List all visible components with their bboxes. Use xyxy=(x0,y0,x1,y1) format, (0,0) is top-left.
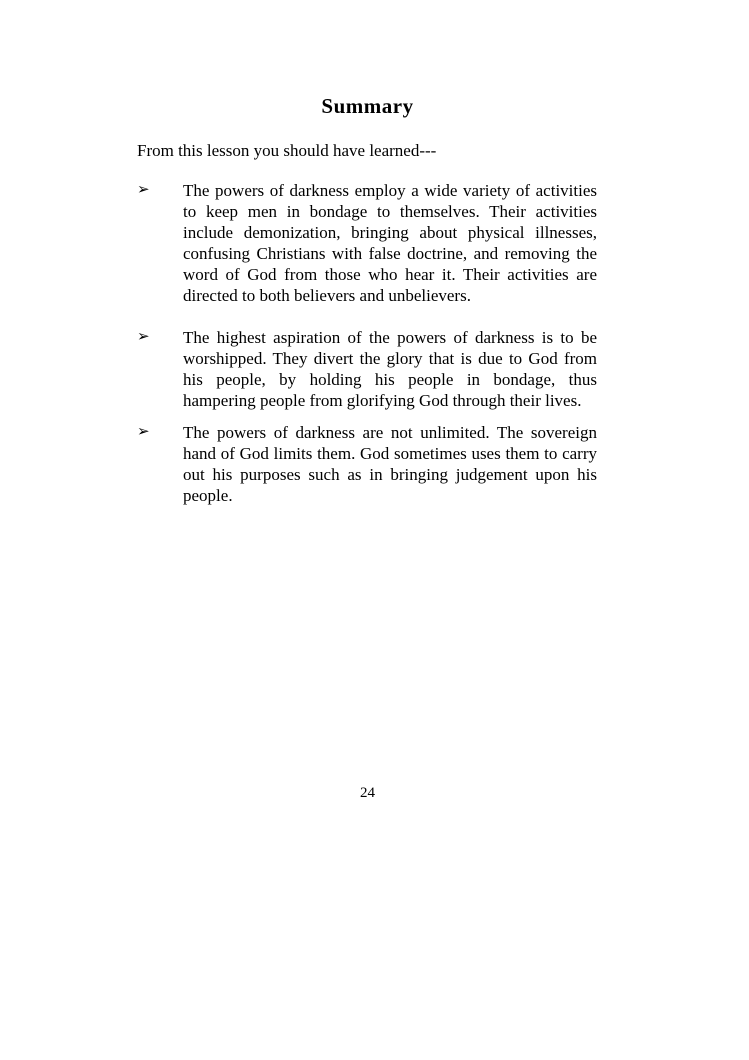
intro-text: From this lesson you should have learned--- xyxy=(137,141,437,160)
item-text: The powers of darkness employ a wide variety of activities to keep men in bondage to themselves. Their activities include demonization, bringing about physical illnesses, confusing Christians with false doctrine, and removing the word of God from those who hear it. Their activities are directed to both believers and unbelievers. xyxy=(183,181,597,305)
list-item xyxy=(137,327,597,411)
item-text: The highest aspiration of the powers of darkness is to be worshipped. They divert the glory that is due to God from his people, by holding his people in bondage, thus hampering people from glorifying God through their lives. xyxy=(183,328,597,410)
list-item xyxy=(137,180,597,306)
arrow-bullet-icon: ➢ xyxy=(137,329,150,345)
list-item xyxy=(137,422,597,506)
arrow-bullet-icon: ➢ xyxy=(137,182,150,198)
page-number: 24 xyxy=(360,785,375,801)
page-title: Summary xyxy=(321,94,414,118)
item-text: The powers of darkness are not unlimited. The sovereign hand of God limits them. God sometimes uses them to carry out his purposes such as in bringing judgement upon his people. xyxy=(183,423,597,505)
arrow-bullet-icon: ➢ xyxy=(137,424,150,440)
